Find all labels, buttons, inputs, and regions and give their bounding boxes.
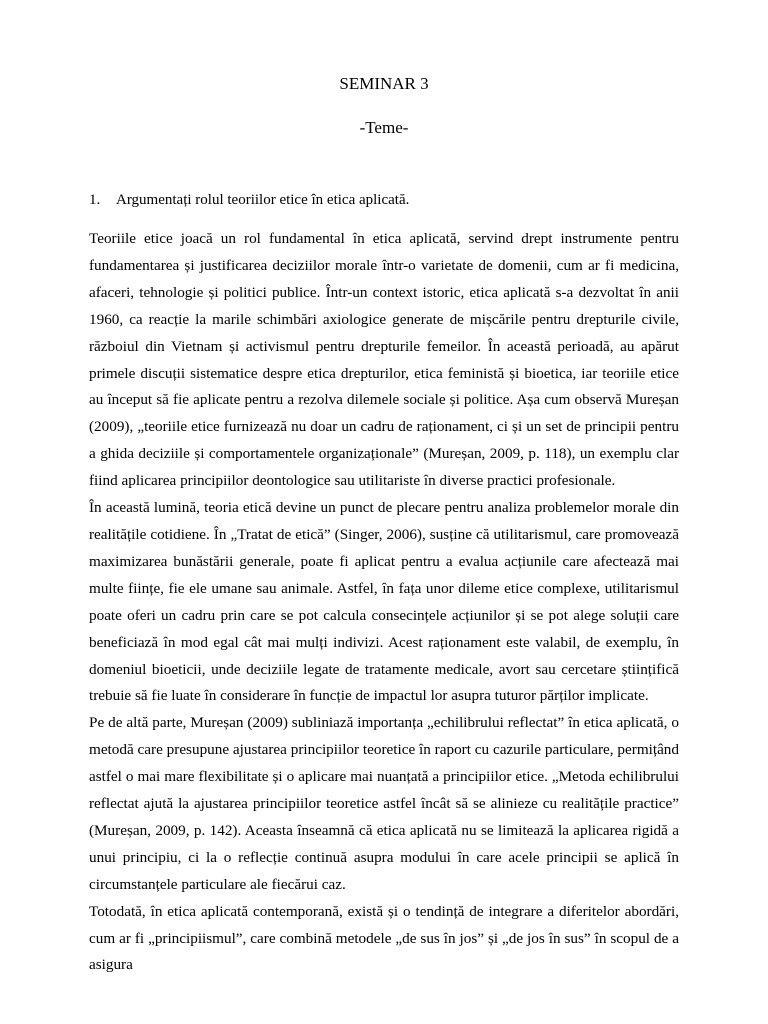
question-number: 1. bbox=[89, 192, 101, 208]
paragraph: Pe de altă parte, Mureșan (2009) subliniază importanța „echilibrului reflectat” în etica aplicată, o metodă care presupune ajustarea principiilor teoretice în raport cu cazurile particulare, permițând astfel o mai mare flexibilitate și o aplicare mai nuanțată a principiilor etice. „Metoda echilibrului reflectat ajută la ajustarea principiilor teoretice astfel încât să se alinieze cu realitățile practice” (Mureșan, 2009, p. 142). Aceasta înseamnă că etica aplicată nu se limitează la aplicarea rigidă a unui principiu, ci la o reflecție continuă asupra modului în care acele principii se aplică în circumstanțele particulare ale fiecărui caz. bbox=[89, 714, 679, 893]
page-subtitle: -Teme- bbox=[359, 118, 409, 137]
paragraph: Teoriile etice joacă un rol fundamental în etica aplicată, servind drept instrumente pentru fundamentarea și justificarea deciziilor morale într-o varietate de domenii, cum ar fi medicina, afaceri, tehnologie și politici publice. Într-un context istoric, etica aplicată s-a dezvoltat în anii 1960, ca reacție la marile schimbări axiologice generate de mișcările pentru drepturile civile, războiul din Vietnam și activismul pentru drepturile femeilor. În această perioadă, au apărut primele discuții sistematice despre etica drepturilor, etica feministă și bioetica, iar teoriile etice au început să fie aplicate pentru a rezolva dilemele sociale și politice. Așa cum observă Mureșan (2009), „teoriile etice furnizează nu doar un cadru de raționament, ci și un set de principii pentru a ghida deciziile și comportamentele organizaționale” (Mureșan, 2009, p. 118), un exemplu clar fiind aplicarea principiilor deontologice sau utilitariste în diverse practici profesionale. bbox=[89, 230, 679, 490]
question-item bbox=[89, 191, 409, 209]
paragraph: Totodată, în etica aplicată contemporană, există și o tendință de integrare a diferitelor abordări, cum ar fi „principiismul”, care combină metodele „de sus în jos” și „de jos în sus” în scopul de a asigura bbox=[89, 902, 679, 974]
page-title: SEMINAR 3 bbox=[339, 74, 429, 93]
question-text: Argumentați rolul teoriilor etice în etica aplicată. bbox=[116, 192, 410, 208]
paragraph: În această lumină, teoria etică devine un punct de plecare pentru analiza problemelor morale din realitățile cotidiene. În „Tratat de etică” (Singer, 2006), susține că utilitarismul, care promovează maximizarea bunăstării generale, poate fi aplicat pentru a evalua acțiunile care afectează mai multe ființe, fie ele umane sau animale. Astfel, în fața unor dileme etice complexe, utilitarismul poate oferi un cadru prin care se pot calcula consecințele acțiunilor și se pot alege soluții care beneficiază în mod egal cât mai mulți indivizi. Acest raționament este valabil, de exemplu, în domeniul bioeticii, unde deciziile legate de tratamente medicale, avort sau cercetare științifică trebuie să fie luate în considerare în funcție de impactul lor asupra tuturor părților implicate. bbox=[89, 499, 679, 705]
body-text bbox=[89, 226, 679, 979]
